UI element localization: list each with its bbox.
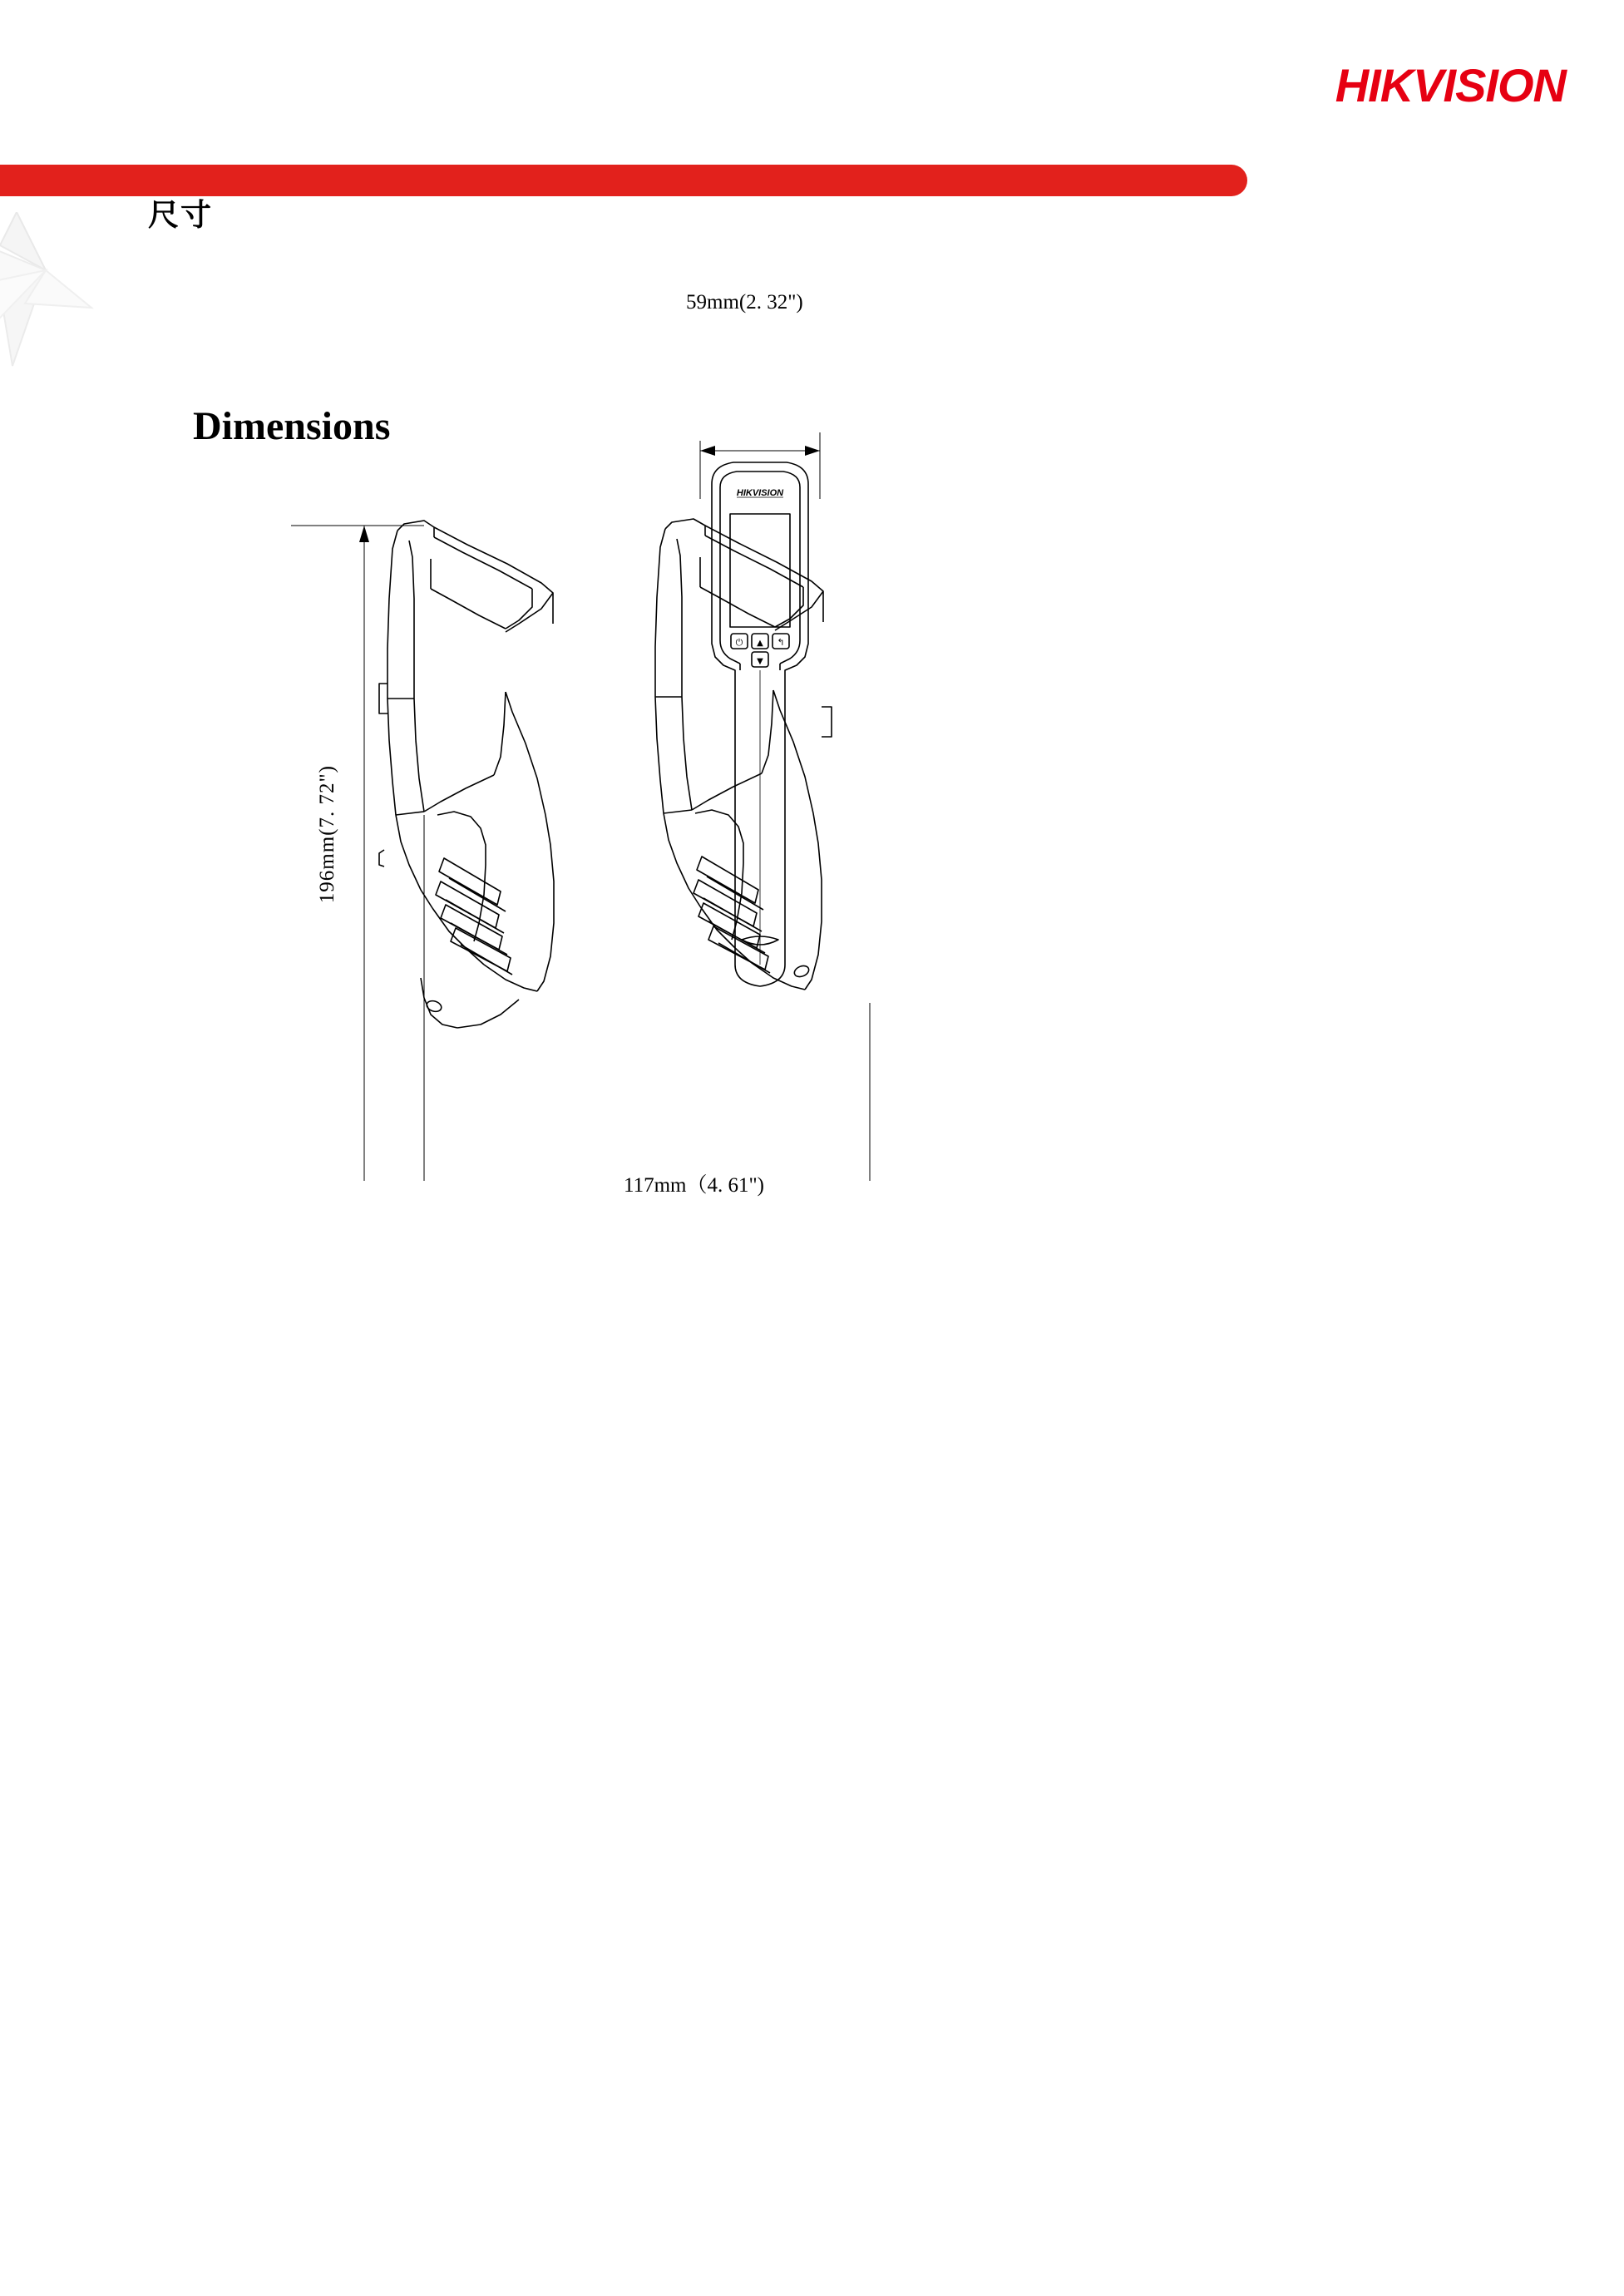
down-button-glyph: ▼ bbox=[757, 657, 763, 666]
logo-text-vision: VISION bbox=[1413, 59, 1566, 111]
dimension-depth-label: 59mm(2. 32") bbox=[686, 291, 803, 314]
up-button-glyph: ▲ bbox=[757, 639, 763, 648]
hikvision-logo bbox=[1335, 58, 1566, 112]
dimension-height-label: 196mm(7. 72") bbox=[316, 765, 338, 904]
front-view-drawing bbox=[665, 308, 1014, 1056]
logo-text-hik: HIK bbox=[1335, 59, 1414, 111]
device-screen-brand-text: HIKVISION bbox=[736, 488, 784, 498]
page-title-en: Dimensions bbox=[193, 404, 391, 448]
back-button-glyph: ↰ bbox=[777, 637, 785, 648]
power-button-glyph: ⏻ bbox=[735, 637, 743, 648]
page-title-cn: 尺寸 bbox=[148, 197, 213, 233]
dimension-width-label: 117mm（4. 61") bbox=[624, 1174, 764, 1197]
star-watermark-icon bbox=[0, 212, 125, 420]
